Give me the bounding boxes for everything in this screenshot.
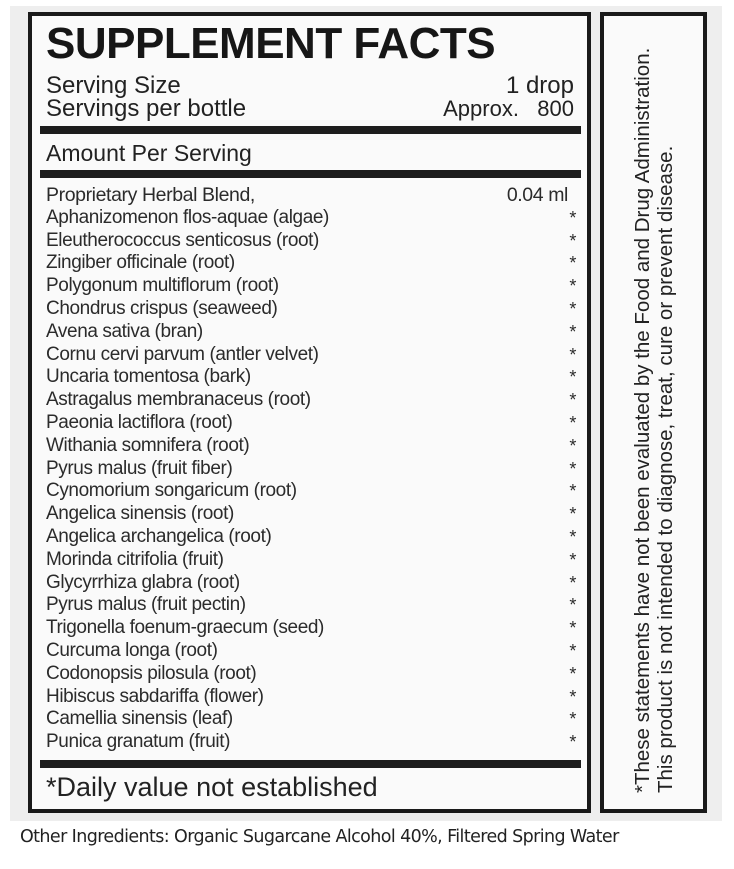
- ingredient-row: [46, 663, 578, 686]
- ingredient-name: Cornu cervi parvum (antler velvet): [46, 343, 319, 365]
- ingredient-name: Morinda citrifolia (fruit): [46, 548, 224, 570]
- ingredient-row: [46, 230, 578, 253]
- ingredient-name: Polygonum multiflorum (root): [46, 275, 279, 297]
- ingredient-name: Withania somnifera (root): [46, 434, 250, 456]
- ingredient-name: Eleutherococcus senticosus (root): [46, 229, 319, 251]
- fda-disclaimer: *These statements have not been evaluated by the Food and Drug Administration. This product is not intended to diagnose, treat, cure or prevent disease.: [630, 47, 677, 793]
- supplement-facts-panel: [28, 12, 591, 813]
- ingredient-row: [46, 389, 578, 412]
- ingredient-row: [46, 640, 578, 663]
- daily-value-star: *: [569, 230, 576, 251]
- daily-value-star: *: [569, 732, 576, 753]
- ingredient-row: [46, 275, 578, 298]
- servings-per-bottle-value: Approx. 800: [443, 96, 574, 121]
- ingredient-name: Pyrus malus (fruit pectin): [46, 594, 246, 616]
- daily-value-star: *: [569, 709, 576, 730]
- ingredient-name: Avena sativa (bran): [46, 320, 203, 342]
- daily-value-star: *: [569, 686, 576, 707]
- daily-value-star: *: [569, 276, 576, 297]
- daily-value-star: *: [569, 504, 576, 525]
- daily-value-star: *: [569, 526, 576, 547]
- servings-per-bottle-label: Servings per bottle: [46, 95, 247, 122]
- blend-amount: 0.04 ml: [506, 184, 568, 206]
- daily-value-star: *: [569, 321, 576, 342]
- ingredient-row: [46, 366, 578, 389]
- ingredient-name: Camellia sinensis (leaf): [46, 708, 233, 730]
- daily-value-star: *: [569, 663, 576, 684]
- daily-value-star: *: [569, 367, 576, 388]
- servings-per-bottle-row: [46, 96, 574, 122]
- ingredient-row: [46, 252, 578, 275]
- ingredient-row: [46, 731, 578, 754]
- ingredient-row: [46, 435, 578, 458]
- daily-value-star: *: [569, 435, 576, 456]
- ingredient-name: Cynomorium songaricum (root): [46, 480, 297, 502]
- ingredient-row: [46, 572, 578, 595]
- ingredient-row: [46, 480, 578, 503]
- panel-title: SUPPLEMENT FACTS: [46, 19, 496, 68]
- ingredient-name: Punica granatum (fruit): [46, 731, 231, 753]
- daily-value-star: *: [569, 253, 576, 274]
- ingredient-row: [46, 526, 578, 549]
- disclaimer-panel: [600, 12, 707, 813]
- ingredient-name: Uncaria tomentosa (bark): [46, 366, 251, 388]
- daily-value-star: *: [569, 481, 576, 502]
- serving-size-label: Serving Size: [46, 72, 181, 99]
- ingredient-row: [46, 708, 578, 731]
- daily-value-star: *: [569, 458, 576, 479]
- daily-value-star: *: [569, 572, 576, 593]
- ingredient-name: Angelica archangelica (root): [46, 525, 272, 547]
- blend-name: Proprietary Herbal Blend,: [46, 184, 255, 206]
- ingredient-row: [46, 686, 578, 709]
- divider-thick-middle: [40, 170, 581, 178]
- ingredient-name: Angelica sinensis (root): [46, 503, 234, 525]
- ingredient-list: [46, 184, 578, 754]
- ingredient-row: [46, 594, 578, 617]
- ingredient-name: Trigonella foenum-graecum (seed): [46, 617, 324, 639]
- ingredient-row: [46, 617, 578, 640]
- ingredient-row: [46, 458, 578, 481]
- ingredient-row: [46, 549, 578, 572]
- ingredient-name: Glycyrrhiza glabra (root): [46, 571, 240, 593]
- daily-value-star: *: [569, 412, 576, 433]
- daily-value-star: *: [569, 207, 576, 228]
- daily-value-star: *: [569, 390, 576, 411]
- ingredient-row: [46, 207, 578, 230]
- daily-value-star: *: [569, 595, 576, 616]
- divider-thick-bottom: [40, 760, 581, 768]
- daily-value-note: *Daily value not established: [46, 772, 378, 802]
- ingredient-row: [46, 503, 578, 526]
- serving-size-value: 1 drop: [505, 72, 574, 99]
- ingredient-name: Astragalus membranaceus (root): [46, 389, 311, 411]
- ingredient-name: Codonopsis pilosula (root): [46, 662, 257, 684]
- ingredient-row: [46, 321, 578, 344]
- ingredient-name: Chondrus crispus (seaweed): [46, 297, 278, 319]
- daily-value-star: *: [569, 549, 576, 570]
- ingredient-name: Curcuma longa (root): [46, 639, 218, 661]
- ingredient-name: Hibiscus sabdariffa (flower): [46, 685, 264, 707]
- ingredient-name: Zingiber officinale (root): [46, 252, 235, 274]
- daily-value-star: *: [569, 344, 576, 365]
- daily-value-star: *: [569, 640, 576, 661]
- ingredient-row: [46, 412, 578, 435]
- ingredient-row: [46, 298, 578, 321]
- ingredient-name: Paeonia lactiflora (root): [46, 411, 233, 433]
- blend-row: [46, 184, 578, 207]
- divider-thick-top: [40, 126, 581, 134]
- daily-value-star: *: [569, 298, 576, 319]
- ingredient-name: Pyrus malus (fruit fiber): [46, 457, 233, 479]
- other-ingredients: Other Ingredients: Organic Sugarcane Alcohol 40%, Filtered Spring Water: [20, 827, 619, 847]
- ingredient-row: [46, 344, 578, 367]
- ingredient-name: Aphanizomenon flos-aquae (algae): [46, 206, 329, 228]
- daily-value-star: *: [569, 618, 576, 639]
- amount-per-serving: Amount Per Serving: [46, 140, 252, 166]
